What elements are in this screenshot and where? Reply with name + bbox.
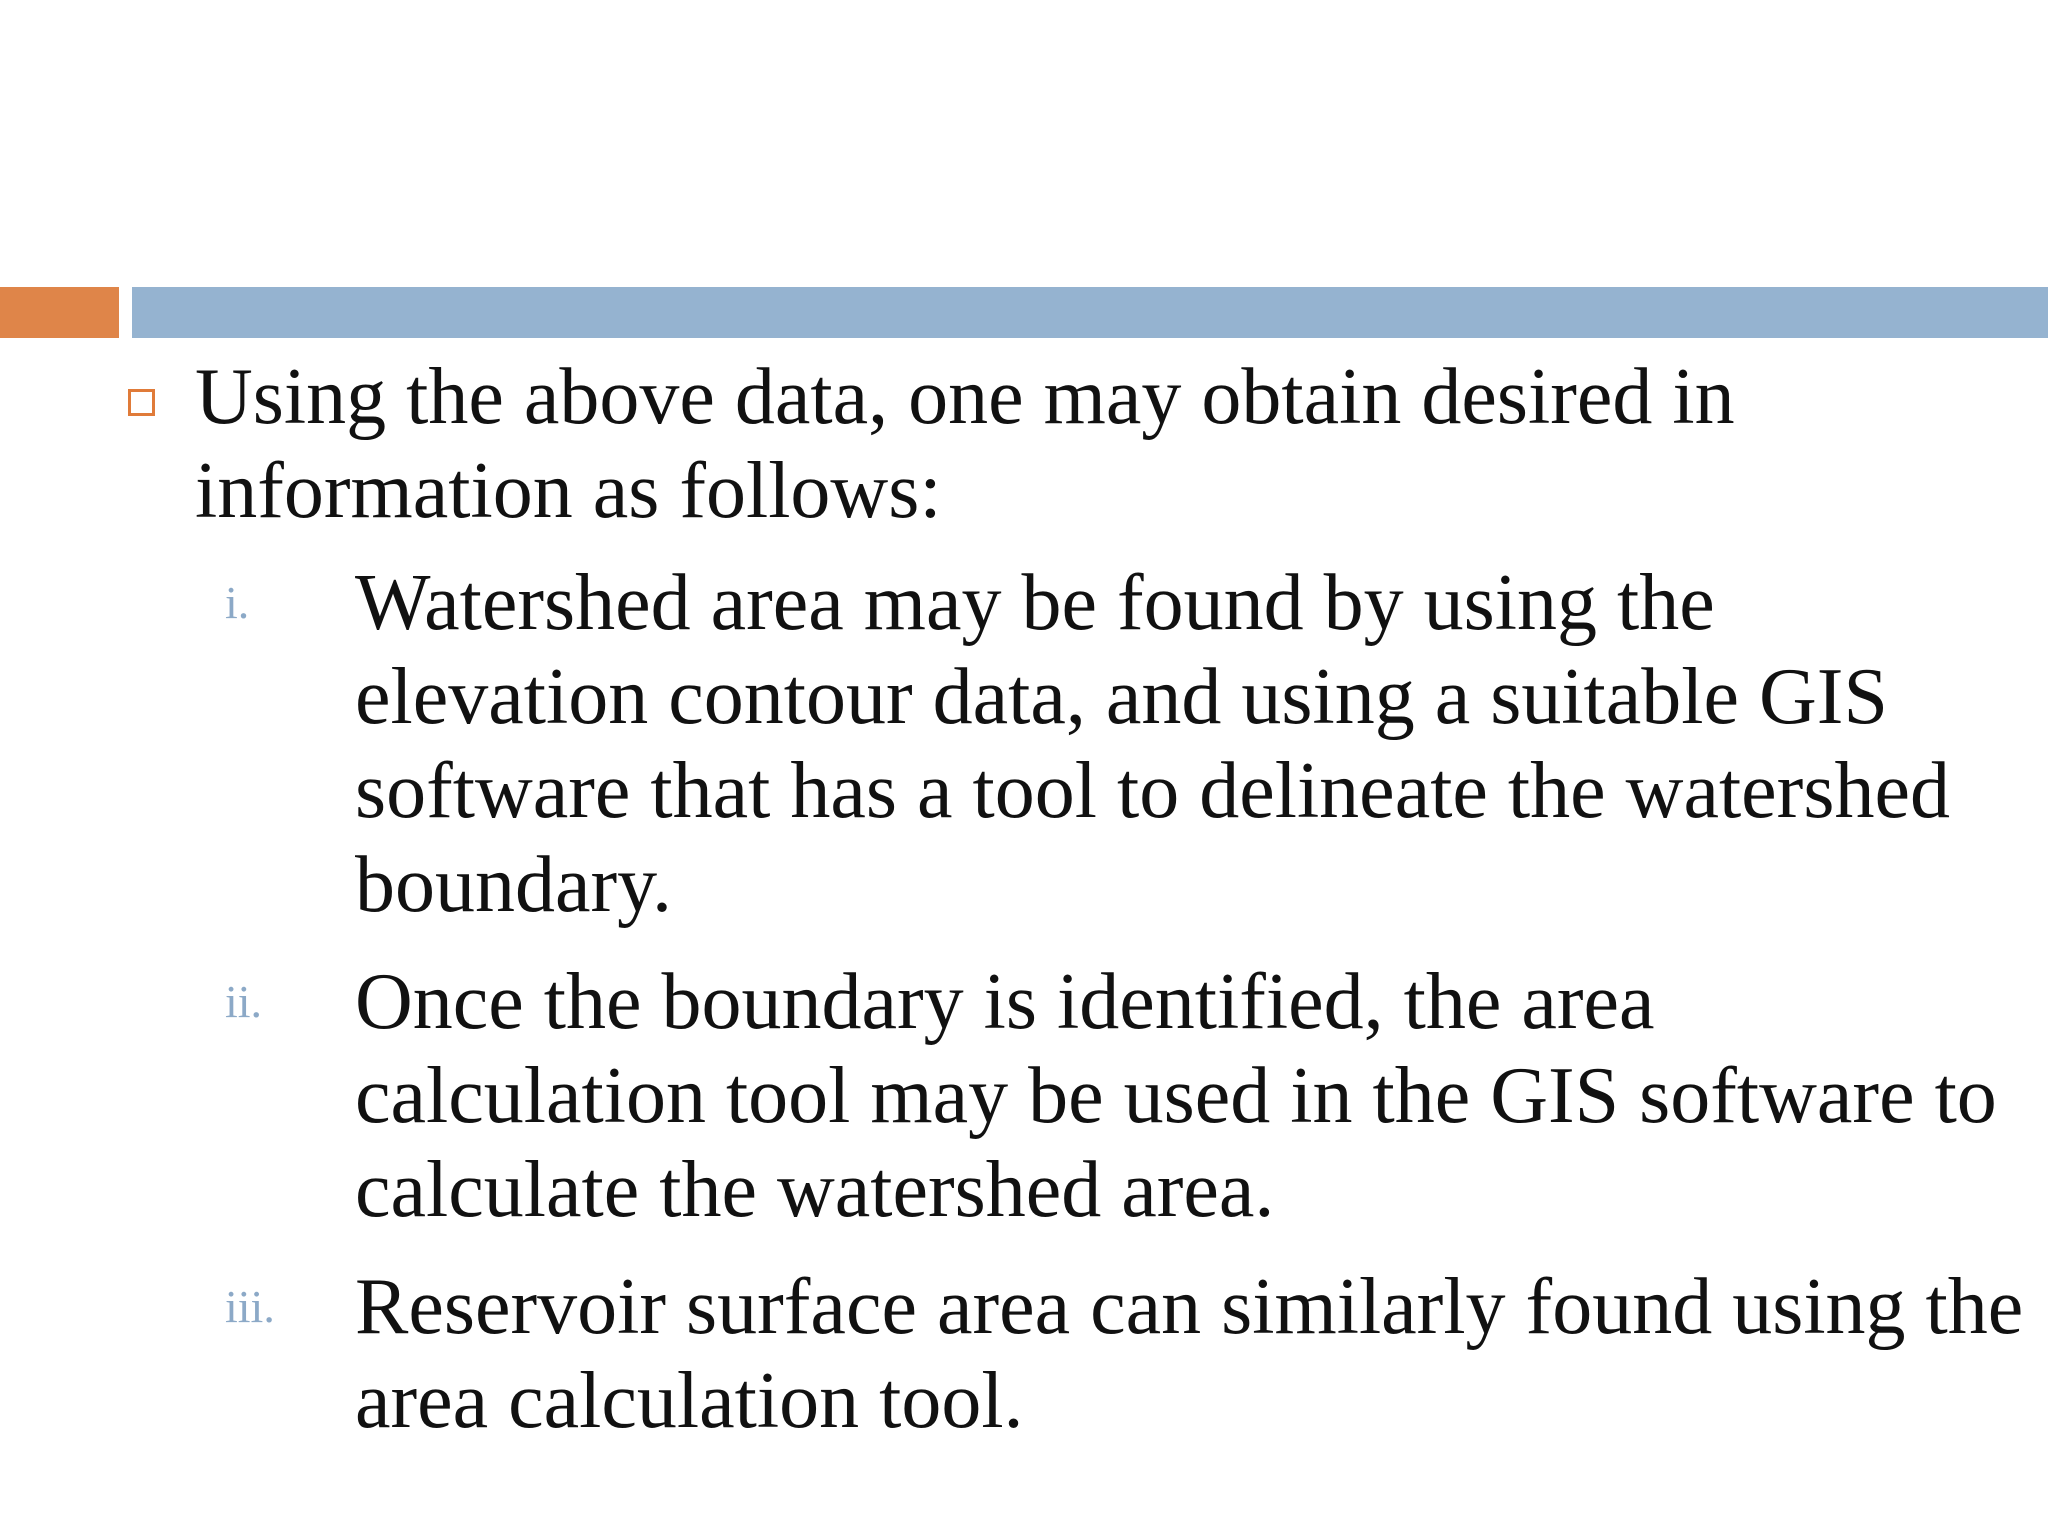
list-item-number: ii.	[225, 976, 263, 1027]
orange-accent-bar	[0, 287, 119, 338]
list-item-text: Watershed area may be found by using the elevation contour data, and using a suitable GIS software that has a tool to delineate the watershed boundary.	[355, 559, 1950, 929]
list-item-number: iii.	[225, 1281, 275, 1332]
list-item-number: i.	[225, 577, 250, 628]
main-bullet-text: Using the above data, one may obtain desired in information as follows:	[195, 353, 1735, 535]
list-item-text: Once the boundary is identified, the area calculation tool may be used in the GIS software to calculate the watershed area.	[355, 958, 1997, 1234]
square-bullet-icon	[128, 389, 155, 416]
blue-header-bar	[132, 287, 2048, 338]
list-item-text: Reservoir surface area can similarly found using the area calculation tool.	[355, 1263, 2024, 1445]
